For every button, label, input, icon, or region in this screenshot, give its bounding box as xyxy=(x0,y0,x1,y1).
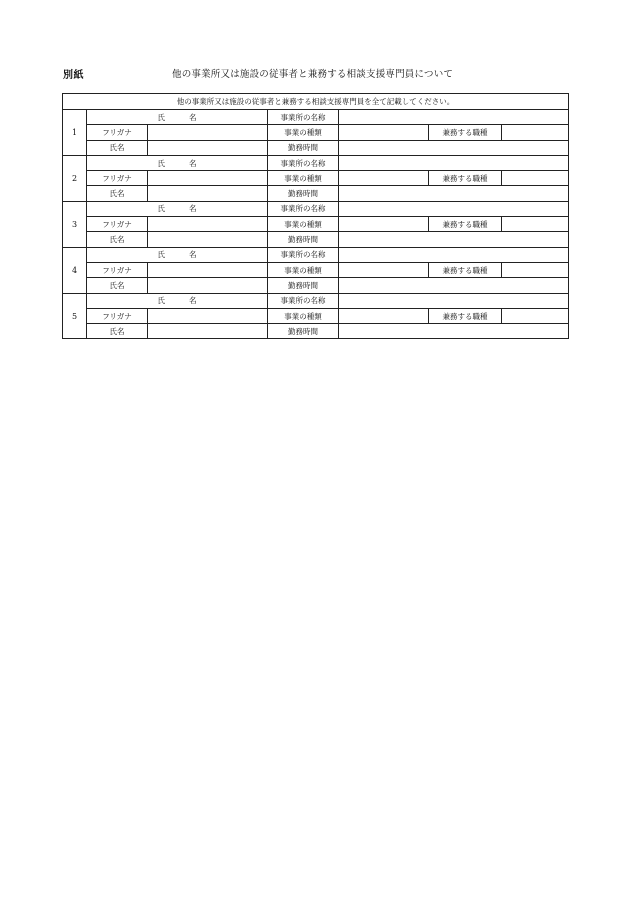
name-label: 氏名 xyxy=(87,232,148,247)
working-hours-field[interactable] xyxy=(339,232,569,247)
concurrent-job-field[interactable] xyxy=(502,217,569,232)
working-hours-field[interactable] xyxy=(339,186,569,201)
office-type-label: 事業の種類 xyxy=(268,125,339,140)
working-hours-field[interactable] xyxy=(339,278,569,293)
office-type-field[interactable] xyxy=(339,308,429,323)
office-name-label: 事業所の名称 xyxy=(268,155,339,170)
entry-row-name-header xyxy=(63,293,569,308)
name-column-header xyxy=(87,247,268,262)
staff-form-table xyxy=(62,93,569,339)
name-field[interactable] xyxy=(148,186,268,201)
entry-row-furigana xyxy=(63,217,569,232)
entry-number: 1 xyxy=(63,110,87,156)
furigana-label: フリガナ xyxy=(87,171,148,186)
entry-row-name-header xyxy=(63,155,569,170)
working-hours-label: 勤務時間 xyxy=(268,278,339,293)
name-label: 氏名 xyxy=(87,278,148,293)
entry-number: 3 xyxy=(63,201,87,247)
name-field[interactable] xyxy=(148,278,268,293)
furigana-label: フリガナ xyxy=(87,262,148,277)
concurrent-job-label: 兼務する職種 xyxy=(429,217,502,232)
name-field[interactable] xyxy=(148,324,268,339)
name-header-left: 氏 xyxy=(157,204,165,214)
name-header-left: 氏 xyxy=(157,112,165,122)
entry-row-furigana xyxy=(63,262,569,277)
office-type-label: 事業の種類 xyxy=(268,171,339,186)
working-hours-label: 勤務時間 xyxy=(268,324,339,339)
furigana-field[interactable] xyxy=(148,308,268,323)
name-field[interactable] xyxy=(148,140,268,155)
entry-row-name xyxy=(63,186,569,201)
entry-number: 5 xyxy=(63,293,87,339)
instruction-row xyxy=(63,94,569,110)
office-name-field[interactable] xyxy=(339,293,569,308)
office-name-label: 事業所の名称 xyxy=(268,110,339,125)
furigana-field[interactable] xyxy=(148,262,268,277)
entry-row-name-header xyxy=(63,110,569,125)
office-type-field[interactable] xyxy=(339,171,429,186)
name-label: 氏名 xyxy=(87,140,148,155)
name-column-header xyxy=(87,293,268,308)
furigana-field[interactable] xyxy=(148,171,268,186)
entry-number: 2 xyxy=(63,155,87,201)
office-type-label: 事業の種類 xyxy=(268,217,339,232)
instruction-text: 他の事業所又は施設の従事者と兼務する相談支援専門員を全て記載してください。 xyxy=(63,94,569,110)
name-label: 氏名 xyxy=(87,186,148,201)
entry-row-name xyxy=(63,324,569,339)
entry-row-name-header xyxy=(63,247,569,262)
working-hours-label: 勤務時間 xyxy=(268,232,339,247)
name-header-left: 氏 xyxy=(157,250,165,260)
concurrent-job-field[interactable] xyxy=(502,171,569,186)
working-hours-label: 勤務時間 xyxy=(268,140,339,155)
furigana-label: フリガナ xyxy=(87,125,148,140)
working-hours-field[interactable] xyxy=(339,140,569,155)
name-header-right: 名 xyxy=(189,250,197,260)
concurrent-job-field[interactable] xyxy=(502,262,569,277)
office-name-field[interactable] xyxy=(339,110,569,125)
entry-row-furigana xyxy=(63,308,569,323)
name-header-right: 名 xyxy=(189,204,197,214)
name-column-header xyxy=(87,201,268,216)
name-header-right: 名 xyxy=(189,112,197,122)
office-name-field[interactable] xyxy=(339,201,569,216)
name-field[interactable] xyxy=(148,232,268,247)
attachment-label: 別紙 xyxy=(63,70,84,81)
concurrent-job-label: 兼務する職種 xyxy=(429,171,502,186)
concurrent-job-label: 兼務する職種 xyxy=(429,125,502,140)
furigana-label: フリガナ xyxy=(87,217,148,232)
furigana-field[interactable] xyxy=(148,125,268,140)
concurrent-job-field[interactable] xyxy=(502,308,569,323)
entry-number: 4 xyxy=(63,247,87,293)
office-name-field[interactable] xyxy=(339,247,569,262)
name-column-header xyxy=(87,155,268,170)
name-column-header xyxy=(87,110,268,125)
entry-row-name-header xyxy=(63,201,569,216)
entry-row-name xyxy=(63,232,569,247)
office-name-field[interactable] xyxy=(339,155,569,170)
office-name-label: 事業所の名称 xyxy=(268,201,339,216)
office-type-field[interactable] xyxy=(339,125,429,140)
name-header-left: 氏 xyxy=(157,158,165,168)
working-hours-field[interactable] xyxy=(339,324,569,339)
working-hours-label: 勤務時間 xyxy=(268,186,339,201)
concurrent-job-label: 兼務する職種 xyxy=(429,262,502,277)
office-type-label: 事業の種類 xyxy=(268,308,339,323)
entry-row-name xyxy=(63,278,569,293)
office-type-field[interactable] xyxy=(339,262,429,277)
office-name-label: 事業所の名称 xyxy=(268,293,339,308)
name-header-right: 名 xyxy=(189,296,197,306)
concurrent-job-label: 兼務する職種 xyxy=(429,308,502,323)
entry-row-furigana xyxy=(63,171,569,186)
office-name-label: 事業所の名称 xyxy=(268,247,339,262)
office-type-label: 事業の種類 xyxy=(268,262,339,277)
entry-row-name xyxy=(63,140,569,155)
entry-row-furigana xyxy=(63,125,569,140)
furigana-label: フリガナ xyxy=(87,308,148,323)
concurrent-job-field[interactable] xyxy=(502,125,569,140)
name-header-left: 氏 xyxy=(157,296,165,306)
office-type-field[interactable] xyxy=(339,217,429,232)
document-title: 他の事業所又は施設の従事者と兼務する相談支援専門員について xyxy=(172,69,454,80)
name-label: 氏名 xyxy=(87,324,148,339)
name-header-right: 名 xyxy=(189,158,197,168)
furigana-field[interactable] xyxy=(148,217,268,232)
